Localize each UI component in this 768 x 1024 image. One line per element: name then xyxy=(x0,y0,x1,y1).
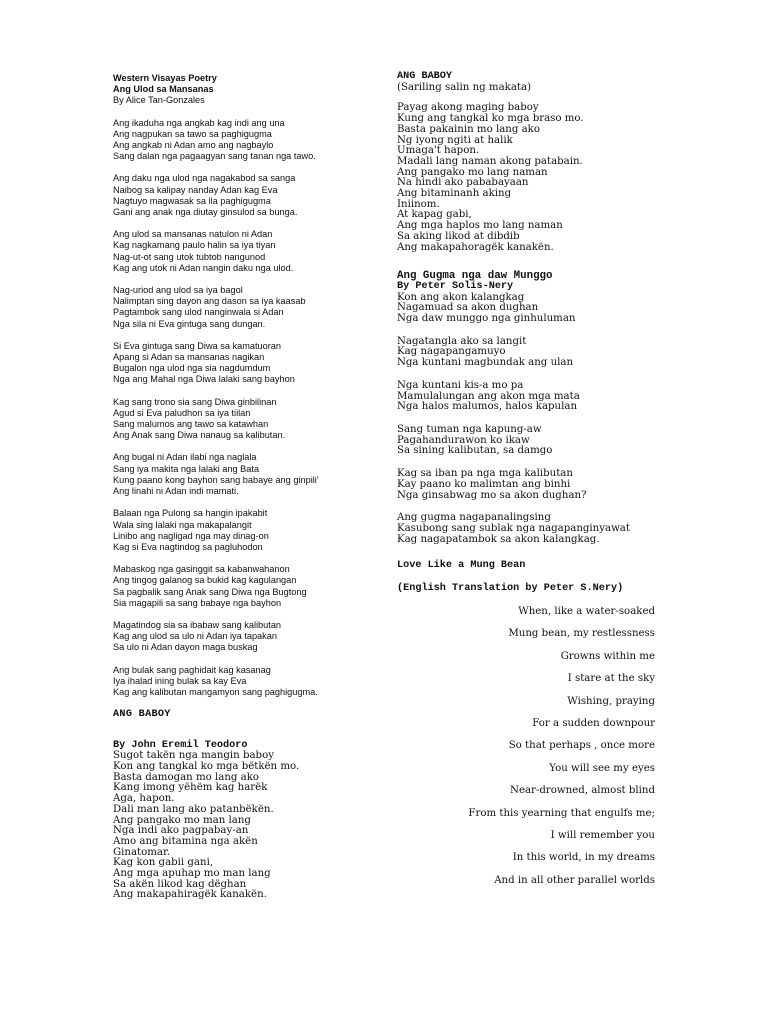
poem-line: Ang angkab ni Adan amo ang nagbaylo xyxy=(113,140,274,151)
english-title: Love Like a Mung Bean xyxy=(397,560,526,572)
poem-line: Ang bulak sang paghidait kag kasanag xyxy=(113,664,271,675)
poem-line: Aga, hapon. xyxy=(113,793,175,805)
poem-line: Sa aking likod at dibdib xyxy=(397,230,520,242)
poem-line: Kag sang trono sia sang Diwa ginbilinan xyxy=(113,396,277,407)
poem-line: Sa ulo ni Adan dayon maga buskag xyxy=(113,642,258,653)
poem-line: Kag nagkamang paulo halin sa iya tiyan xyxy=(113,240,276,251)
poem-line: Wishing, praying xyxy=(567,695,655,707)
poem-line: Ang ulod sa mansanas natulon ni Adan xyxy=(113,229,273,240)
poem-line: Iniinom. xyxy=(397,198,440,210)
section-title-ang-baboy: ANG BABOY xyxy=(113,709,171,721)
poem-line: Ginatomar. xyxy=(113,846,170,858)
poem-line: Umaga't hapon. xyxy=(397,145,480,157)
poem-line: Naibog sa kalipay nanday Adan kag Eva xyxy=(113,184,278,195)
poem-line: Nga halos malumos, halos kapulan xyxy=(397,401,578,413)
poem-line: Pagahandurawon ko ikaw xyxy=(397,434,530,446)
poem-line: Nalimptan sing dayon ang dason sa iya kaasab xyxy=(113,296,306,307)
poem-line: Basta pakainin mo lang ako xyxy=(397,123,540,135)
poem-line: In this world, in my dreams xyxy=(512,852,655,864)
stanza xyxy=(113,229,373,274)
poem-line: Ang pangako mo lang naman xyxy=(397,166,548,178)
poem-line: Sia magapili sa sang babaye nga bayhon xyxy=(113,597,282,608)
english-translation xyxy=(397,606,655,897)
poem-line: Ang bitaminanh aking xyxy=(397,188,512,200)
poem-line: When, like a water-soaked xyxy=(518,606,655,617)
stanza xyxy=(397,425,659,457)
poem-line: Ang gugma nagapanalingsing xyxy=(397,512,551,524)
poem-line: Kag si Eva nagtindog sa pagluhodon xyxy=(113,541,263,552)
poem-line: Ang bugal ni Adan ilabi nga naglala xyxy=(113,452,257,463)
poem-line: I will remember you xyxy=(550,829,655,841)
poem-line: Wala sing lalaki nga makapalangit xyxy=(113,519,252,530)
stanza xyxy=(113,173,373,218)
poem-line: Kag nagapangamuyo xyxy=(397,346,506,358)
poem-line: Nga sila ni Eva gintuga sang dungan. xyxy=(113,318,266,329)
poem-line: Kon ang akon kalangkag xyxy=(397,291,525,303)
poem-line: For a sudden downpour xyxy=(532,717,655,729)
poem-line: Ang nagpukan sa tawo sa paghigugma xyxy=(113,128,272,139)
poem-line: Sa sining kalibutan, sa damgo xyxy=(397,445,553,457)
poem-line: Mung bean, my restlessness xyxy=(508,628,655,640)
poem-line: Ang makapahiragëk kanakën. xyxy=(113,889,267,901)
stanza xyxy=(113,452,373,497)
poem-line: Amo ang bitamina nga akën xyxy=(113,835,258,847)
poem-line: Nagamuad sa akon dughan xyxy=(397,302,539,314)
poem-line: Iya ihalad ining bulak sa kay Eva xyxy=(113,675,247,686)
poem-stanzas xyxy=(113,118,373,699)
poem-line: Ang ikaduha nga angkab kag indi ang una xyxy=(113,117,285,128)
stanza xyxy=(113,665,373,699)
poem2-title: Ang Gugma nga daw Munggo xyxy=(397,270,553,283)
poem-line: Balaan nga Pulong sa hangin ipakabit xyxy=(113,508,268,519)
stanza xyxy=(113,508,373,553)
poem-line: Growns within me xyxy=(560,650,655,662)
translation-credit: (English Translation by Peter S.Nery) xyxy=(397,583,624,595)
poem-line: Kag ang kalibutan mangamyon sang paghigugma. xyxy=(113,686,318,697)
poem-line: Sa akën likod kag dëghan xyxy=(113,878,247,890)
poem-line: Kay paano ko malimtan ang binhi xyxy=(397,478,571,490)
poem-line: Ang mga haplos mo lang naman xyxy=(397,220,563,232)
poem-line: Linibo ang nagligad nga may dinag-on xyxy=(113,530,269,541)
stanza xyxy=(397,469,659,501)
poem-line: Kag nagapatambok sa akon kalangkag. xyxy=(397,533,600,545)
poem-line: Ang pangako mo man lang xyxy=(113,814,251,826)
poem-line: Ang Anak sang Diwa nanaug sa kalibutan. xyxy=(113,430,286,441)
poem-line: Sang tuman nga kapung-aw xyxy=(397,423,542,435)
poem-line: Kag ang utok ni Adan nangin daku nga ulod. xyxy=(113,262,294,273)
poem-line: Sang iya makita nga lalaki ang Bata xyxy=(113,463,260,474)
poem-line: Sugot takën nga mangin baboy xyxy=(113,750,274,762)
stanza xyxy=(113,341,373,386)
poem-line: Pagtambok sang ulod nanginwala si Adan xyxy=(113,307,284,318)
poem-line: At kapag gabi, xyxy=(397,209,472,221)
stanza xyxy=(113,285,373,330)
poem-line: Ng iyong ngiti at halik xyxy=(397,134,513,146)
poem-line: Payag akong maging baboy xyxy=(397,102,539,114)
poem-line: Nga kuntani kis-a mo pa xyxy=(397,379,524,391)
poem-author: By Alice Tan-Gonzales xyxy=(113,95,205,106)
poem-line: Near-drowned, almost blind xyxy=(510,785,655,797)
poem-line: Nga ginsabwag mo sa akon dughan? xyxy=(397,489,587,501)
poem-line: Mabaskog nga gasinggit sa kabanwahanon xyxy=(113,564,290,575)
poem2-stanzas xyxy=(397,293,659,546)
poem-line: Si Eva gintuga sang Diwa sa kamatuoran xyxy=(113,340,282,351)
poem-line: From this yearning that engulfs me; xyxy=(468,807,655,819)
poem-line: Kung paano kong bayhon sang babaye ang ginpili' xyxy=(113,474,319,485)
stanza xyxy=(113,397,373,442)
section-author: By John Eremil Teodoro xyxy=(113,740,248,752)
stanza xyxy=(113,564,373,609)
poem-line: Basta damogan mo lang ako xyxy=(113,771,260,783)
poem-line: Ang makapahoragëk kanakën. xyxy=(397,241,554,253)
poem-line: Sa pagbalik sang Anak sang Diwa nga Bugtong xyxy=(113,586,307,597)
translation-lines xyxy=(397,103,659,253)
poem-line: Bugalon nga ulod nga sia nagdumdum xyxy=(113,363,271,374)
poem-line: Ang daku nga ulod nga nagakabod sa sanga xyxy=(113,173,296,184)
collection-title: Western Visayas Poetry xyxy=(113,73,217,83)
ang-baboy-lines xyxy=(113,751,373,901)
poem-line: Ang tingog galanog sa bukid kag kagulangan xyxy=(113,575,297,586)
poem-title: Ang Ulod sa Mansanas xyxy=(113,84,214,95)
poem-line: Kon ang tangkal ko mga bëtkën mo. xyxy=(113,761,300,773)
right-column xyxy=(397,72,659,595)
poem-line: Nag-ut-ot sang utok tubtob nangunod xyxy=(113,251,266,262)
stanza xyxy=(397,337,659,369)
poem-line: Sang dalan nga pagaagyan sang tanan nga tawo. xyxy=(113,151,316,162)
poem-line: Kung ang tangkal ko mga braso mo. xyxy=(397,113,584,125)
poem-line: Kang imong yëhëm kag harëk xyxy=(113,782,268,794)
poem-line: Nga ang Mahal nga Diwa lalaki sang bayhon xyxy=(113,374,295,385)
poem-line: You will see my eyes xyxy=(549,762,655,774)
poem-line: Kag ang ulod sa ulo ni Adan iya tapakan xyxy=(113,631,277,642)
poem-line: Sang malumos ang tawo sa katawhan xyxy=(113,419,269,430)
poem-line: Nga indi ako pagpabay-an xyxy=(113,825,249,837)
poem-line: So that perhaps , once more xyxy=(508,740,655,752)
stanza xyxy=(397,381,659,413)
poem-line: Nagatangla ako sa langit xyxy=(397,335,527,347)
poem-line: Gani ang anak nga diutay ginsulod sa bunga. xyxy=(113,207,298,218)
stanza xyxy=(397,513,659,545)
poem-line: Ang mga apuhap mo man lang xyxy=(113,868,271,880)
stanza xyxy=(397,293,659,325)
poem-line: Madali lang naman akong patabain. xyxy=(397,155,583,167)
poem-line: Apang si Adan sa mansanas nagikan xyxy=(113,352,265,363)
poem-line: Kag kon gabii gani, xyxy=(113,857,214,869)
left-column xyxy=(113,73,373,901)
stanza xyxy=(113,620,373,654)
poem-line: Agud si Eva paludhon sa iya tiilan xyxy=(113,407,251,418)
poem-line: Dali man lang ako patanbëkën. xyxy=(113,803,274,815)
poem-line: Na hindi ako pababayaan xyxy=(397,177,529,189)
poem-line: I stare at the sky xyxy=(567,673,655,685)
poem-line: Nga daw munggo nga ginhuluman xyxy=(397,313,576,325)
translation-title: ANG BABOY xyxy=(397,71,453,82)
poem-line: Ang linahi ni Adan indi mamati. xyxy=(113,486,239,497)
poem-line: Mamulalungan ang akon mga mata xyxy=(397,390,580,402)
poem2-author: By Peter Solis-Nery xyxy=(397,280,514,292)
poem-line: Kag sa iban pa nga mga kalibutan xyxy=(397,468,573,480)
poem-line: Nag-uriod ang ulod sa iya bagol xyxy=(113,285,243,296)
poem-line: Nga kuntani magbundak ang ulan xyxy=(397,357,574,369)
poem-line: Magatindog sia sa ibabaw sang kalibutan xyxy=(113,619,282,630)
poem-line: Kasubong sang sublak nga nagapanginyawat xyxy=(397,522,630,534)
translation-subtitle: (Sariling salin ng makata) xyxy=(397,81,532,93)
poem-line: And in all other parallel worlds xyxy=(494,874,655,886)
stanza xyxy=(113,118,373,163)
poem-line: Nagtuyo magwasak sa ila paghigugma xyxy=(113,195,271,206)
